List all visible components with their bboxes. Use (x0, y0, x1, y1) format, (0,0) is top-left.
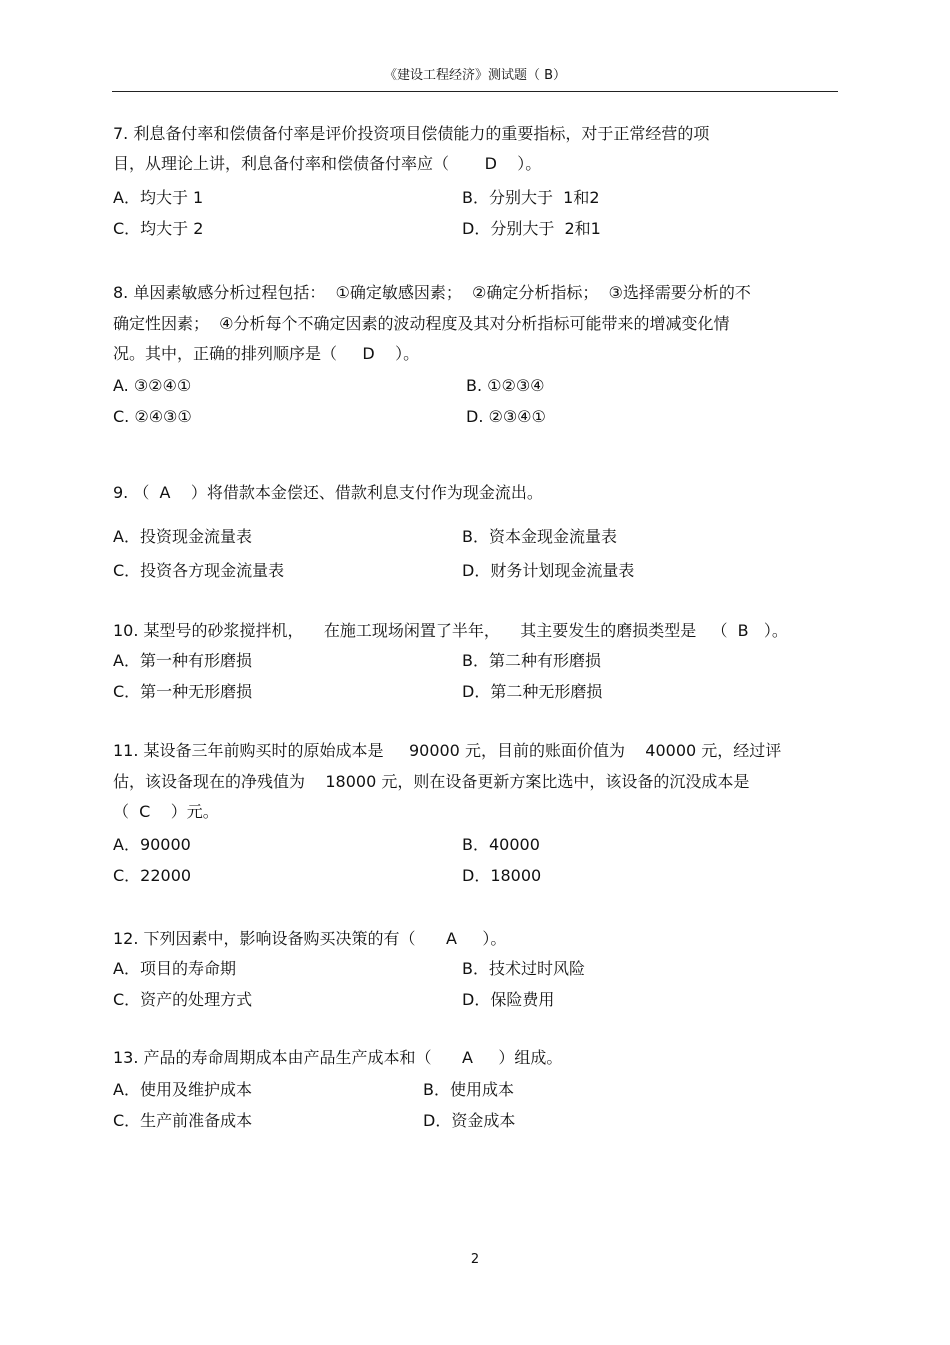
question-13-option-d: D．资金成本 (423, 1111, 516, 1130)
question-10-option-d: D．第二种无形磨损 (462, 682, 603, 701)
question-8-text-line-2: 确定性因素； ④分析每个不确定因素的波动程度及其对分析指标可能带来的增减变化情 (113, 314, 730, 333)
question-13-option-a: A．使用及维护成本 (113, 1080, 252, 1099)
question-9-option-a: A．投资现金流量表 (113, 527, 252, 546)
question-11-option-b: B．40000 (462, 835, 540, 854)
question-9-option-c: C．投资各方现金流量表 (113, 561, 285, 580)
question-10-option-a: A．第一种有形磨损 (113, 651, 252, 670)
question-8-option-c: C. ②④③① (113, 407, 192, 426)
question-12-text-line-1: 12. 下列因素中，影响设备购买决策的有（ A ）。 (113, 929, 507, 948)
question-12-option-a: A．项目的寿命期 (113, 959, 236, 978)
question-11-text-line-2: 估，该设备现在的净残值为 18000 元，则在设备更新方案比选中，该设备的沉没成本是 (113, 772, 750, 791)
question-8-text-line-3: 况。其中，正确的排列顺序是（ D ）。 (113, 344, 420, 363)
question-13-text-line-1: 13. 产品的寿命周期成本由产品生产成本和（ A ）组成。 (113, 1048, 563, 1067)
page-header: 《建设工程经济》测试题（ B） (383, 68, 567, 83)
question-10-option-c: C．第一种无形磨损 (113, 682, 253, 701)
page-number: 2 (470, 1252, 480, 1267)
question-11-text-line-3: （ C ）元。 (113, 802, 219, 821)
question-8-text-line-1: 8. 单因素敏感分析过程包括： ①确定敏感因素； ②确定分析指标； ③选择需要分析的不 (113, 283, 751, 302)
question-12-option-d: D．保险费用 (462, 990, 555, 1009)
question-12-option-b: B．技术过时风险 (462, 959, 585, 978)
header-rule (112, 91, 838, 92)
question-8-option-d: D. ②③④① (466, 407, 546, 426)
question-8-option-a: A. ③②④① (113, 376, 192, 395)
question-10-text-line-1: 10. 某型号的砂浆搅拌机， 在施工现场闲置了半年， 其主要发生的磨损类型是 （ B ）。 (113, 621, 788, 640)
question-7-option-d: D．分别大于 2和1 (462, 219, 601, 238)
question-7-option-b: B．分别大于 1和2 (462, 188, 600, 207)
question-7-text-line-2: 目，从理论上讲，利息备付率和偿债备付率应（ D ）。 (113, 154, 542, 173)
question-10-option-b: B．第二种有形磨损 (462, 651, 601, 670)
question-7-text-line-1: 7. 利息备付率和偿债备付率是评价投资项目偿债能力的重要指标，对于正常经营的项 (113, 124, 710, 143)
question-7-option-a: A．均大于 1 (113, 188, 204, 207)
question-11-text-line-1: 11. 某设备三年前购买时的原始成本是 90000 元，目前的账面价值为 40000 元，经过评 (113, 741, 782, 760)
question-8-option-b: B. ①②③④ (466, 376, 545, 395)
question-11-option-d: D．18000 (462, 866, 542, 885)
question-9-option-d: D．财务计划现金流量表 (462, 561, 635, 580)
question-12-option-c: C．资产的处理方式 (113, 990, 253, 1009)
question-11-option-c: C．22000 (113, 866, 192, 885)
question-9-option-b: B．资本金现金流量表 (462, 527, 617, 546)
question-11-option-a: A．90000 (113, 835, 191, 854)
question-9-text-line-1: 9. （ A ）将借款本金偿还、借款利息支付作为现金流出。 (113, 483, 543, 502)
question-13-option-c: C．生产前准备成本 (113, 1111, 253, 1130)
question-13-option-b: B．使用成本 (423, 1080, 514, 1099)
question-7-option-c: C．均大于 2 (113, 219, 204, 238)
